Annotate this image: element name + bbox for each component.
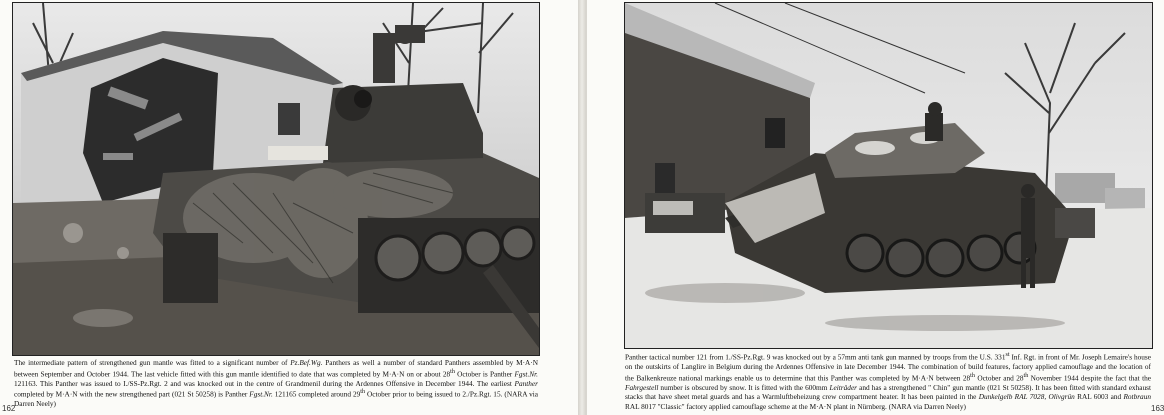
caption-superscript: st [1005,352,1010,358]
caption-text: RAL 6003 and [1074,392,1124,402]
caption-text: Inf. Rgt. in front of Mr. Joseph Lemaire's house on the outskirts of Langlire in Belgium during the Ardennes Offensive in late December 1944. The combination of build features, factory applied camouflage and the location of the Balkenkreuze national markings enable us to determine that this Panther was completed by M·A·N between 28 [625,352,1151,383]
caption-text: 121163. This Panther was issued to I./SS-Pz.Rgt. 2 and was knocked out in the centre of Grandmenil during the Ardennes Offensive in December 1944. The earliest [14,378,515,388]
caption-text: number is obscured by snow. It is fitted with the 600mm [658,382,830,392]
caption-italic: Pz.Bef.Wg. [290,358,323,367]
caption-italic: Fgst.Nr. [249,389,273,399]
caption-italic: Dunkelgelb RAL 7028, Olivgrün [978,392,1075,402]
left-caption [14,358,538,409]
caption-text: Panther tactical number 121 from 1./SS-Pz.Rgt. 9 was knocked out by a 57mm anti tank gun manned by troops from the U.S. 331 [625,352,1006,362]
caption-text: RAL 8017 "Classic" factory applied camouflage scheme at the M·A·N plant in Nürnberg. (NARA via Darren Neely) [625,401,966,411]
caption-italic: Rotbraun [1123,392,1152,402]
right-caption [625,351,1151,411]
caption-text: October is Panther [454,369,515,379]
caption-italic: Fgst.Nr. [514,369,538,379]
caption-superscript: th [970,372,975,379]
caption-text: November 1944 despite the fact that the [1028,373,1151,383]
caption-italic: Fahrgestell [625,382,659,392]
caption-text: October and 28 [974,373,1024,383]
right-photo-image [625,3,1152,348]
caption-text: The intermediate pattern of strengthened gun mantle was fitted to a significant number of [14,358,291,367]
left-page [0,0,579,415]
page-number-left: 162 [2,404,16,413]
left-photo-image [13,3,539,355]
right-photo [624,2,1153,349]
caption-italic: Leiträder [829,382,858,392]
book-gutter [578,0,586,415]
left-photo [12,2,540,356]
caption-superscript: th [450,368,455,375]
caption-text: completed by M·A·N with the new strengthened part (021 St 50258) is Panther [14,389,250,399]
caption-superscript: th [1023,372,1029,379]
caption-superscript: th [360,389,365,396]
caption-italic: Panther [514,378,538,388]
caption-text: Panthers as well a number of standard Panthers assembled by M·A·N between September and October 1944. The last vehicle fitted with this gun mantle identified to date that was completed by M·A·N on or about 28 [14,358,538,379]
caption-text: October prior to being issued to 2./Pz.Rgt. 15. (NARA via Darren Neely) [14,389,538,409]
caption-text: and has a strengthened " Chin" gun mantle (021 St 50258). It has been fitted with standard exhaust stacks that have sheet metal guards and has a Warmluftbeheizung crew compartment heater. It has been painted in the [625,382,1151,402]
page-number-right: 163 [1151,404,1164,413]
caption-text: 121165 completed around 29 [272,389,361,399]
